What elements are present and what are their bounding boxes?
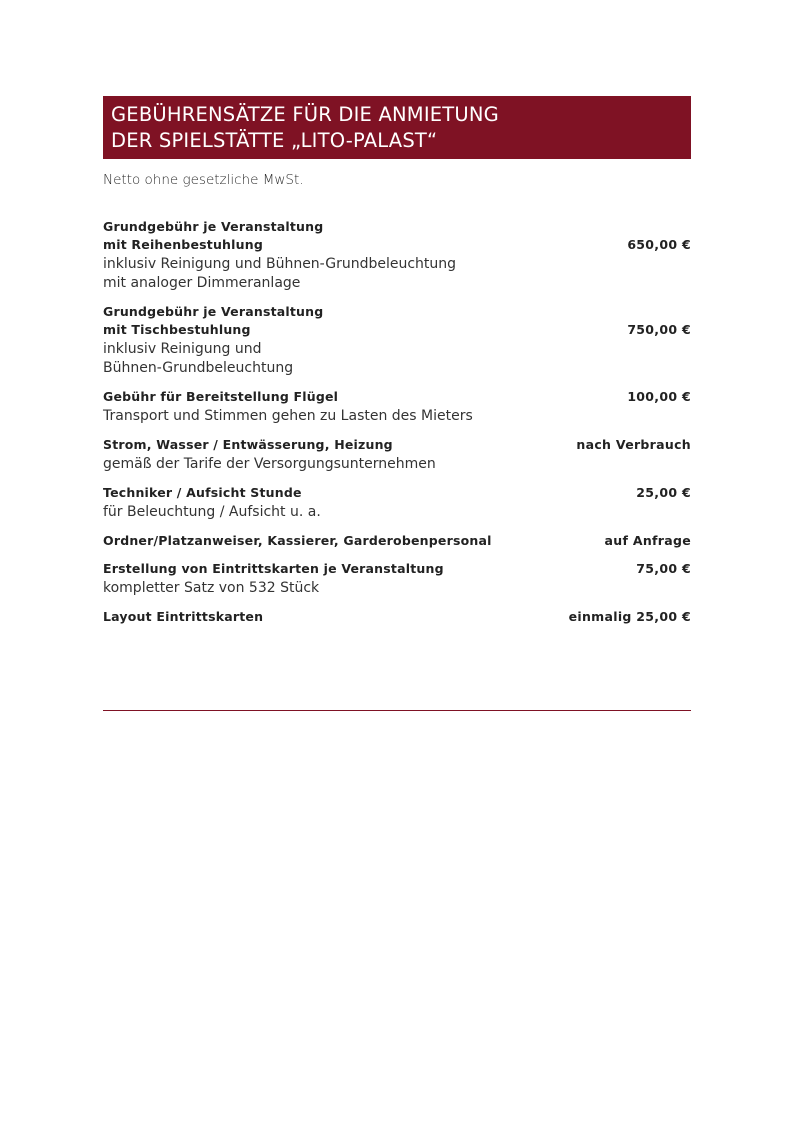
fee-item-label — [103, 608, 263, 626]
title-line-2: DER SPIELSTÄTTE „LITO-PALAST“ — [111, 129, 438, 152]
fee-item-description — [103, 255, 691, 293]
fee-item-description — [103, 455, 691, 474]
fee-item-description — [103, 503, 691, 522]
fee-item-grundgebuehr-reihen — [103, 218, 691, 293]
fee-item-description-line: inklusiv Reinigung und Bühnen-Grundbeleuchtung — [103, 256, 457, 272]
fee-item-label — [103, 388, 338, 406]
fee-item-description-line: mit analoger Dimmeranlage — [103, 275, 301, 291]
fee-item-label-line: Ordner/Platzanweiser, Kassierer, Garderobenpersonal — [103, 533, 492, 548]
fee-item-row — [103, 560, 691, 578]
fee-item-row — [103, 608, 691, 626]
fee-item-description — [103, 407, 691, 426]
fee-list — [103, 218, 691, 626]
fee-item-description — [103, 340, 691, 378]
fee-item-personal — [103, 532, 691, 550]
vat-note: Netto ohne gesetzliche MwSt. — [103, 172, 304, 188]
fee-schedule — [103, 96, 691, 636]
fee-item-description-line: für Beleuchtung / Aufsicht u. a. — [103, 504, 321, 520]
bottom-divider — [103, 710, 691, 711]
fee-item-grundgebuehr-tisch — [103, 303, 691, 378]
fee-item-label-line: Layout Eintrittskarten — [103, 609, 264, 624]
fee-item-price: 25,00 € — [636, 485, 691, 500]
fee-item-description-line: inklusiv Reinigung und — [103, 341, 262, 357]
fee-item-label — [103, 218, 323, 254]
fee-item-row — [103, 532, 691, 550]
fee-item-description-line: gemäß der Tarife der Versorgungsunternehmen — [103, 456, 436, 472]
fee-item-price: 650,00 € — [627, 237, 691, 252]
fee-item-label — [103, 532, 492, 550]
fee-item-price: auf Anfrage — [604, 533, 691, 548]
title-line-1: GEBÜHRENSÄTZE FÜR DIE ANMIETUNG — [111, 103, 499, 126]
fee-item-price: 750,00 € — [627, 322, 691, 337]
fee-item-eintrittskarten — [103, 560, 691, 598]
fee-item-techniker — [103, 484, 691, 522]
title-banner — [103, 96, 691, 159]
fee-item-label — [103, 484, 302, 502]
fee-item-label-line: Strom, Wasser / Entwässerung, Heizung — [103, 437, 393, 452]
fee-item-label-line: Gebühr für Bereitstellung Flügel — [103, 389, 339, 404]
fee-item-price: einmalig 25,00 € — [568, 609, 691, 624]
fee-item-label-line: mit Reihenbestuhlung — [103, 237, 263, 252]
fee-item-description-line: Transport und Stimmen gehen zu Lasten des Mieters — [103, 408, 473, 424]
fee-item-row — [103, 436, 691, 454]
fee-item-description-line: kompletter Satz von 532 Stück — [103, 580, 320, 596]
fee-item-label-line: mit Tischbestuhlung — [103, 322, 251, 337]
fee-item-label — [103, 560, 444, 578]
fee-item-row — [103, 303, 691, 339]
fee-item-label-line: Grundgebühr je Veranstaltung — [103, 304, 324, 319]
fee-item-label — [103, 303, 323, 339]
fee-item-row — [103, 484, 691, 502]
fee-item-label-line: Erstellung von Eintrittskarten je Veranstaltung — [103, 561, 444, 576]
fee-item-description-line: Bühnen-Grundbeleuchtung — [103, 360, 294, 376]
fee-item-label-line: Techniker / Aufsicht Stunde — [103, 485, 302, 500]
fee-item-price: 100,00 € — [627, 389, 691, 404]
fee-item-layout — [103, 608, 691, 626]
fee-item-label — [103, 436, 393, 454]
fee-item-row — [103, 218, 691, 254]
fee-item-fluegel — [103, 388, 691, 426]
fee-item-row — [103, 388, 691, 406]
fee-item-price: nach Verbrauch — [576, 437, 691, 452]
fee-item-price: 75,00 € — [636, 561, 691, 576]
fee-item-description — [103, 579, 691, 598]
fee-item-nebenkosten — [103, 436, 691, 474]
fee-item-label-line: Grundgebühr je Veranstaltung — [103, 219, 324, 234]
